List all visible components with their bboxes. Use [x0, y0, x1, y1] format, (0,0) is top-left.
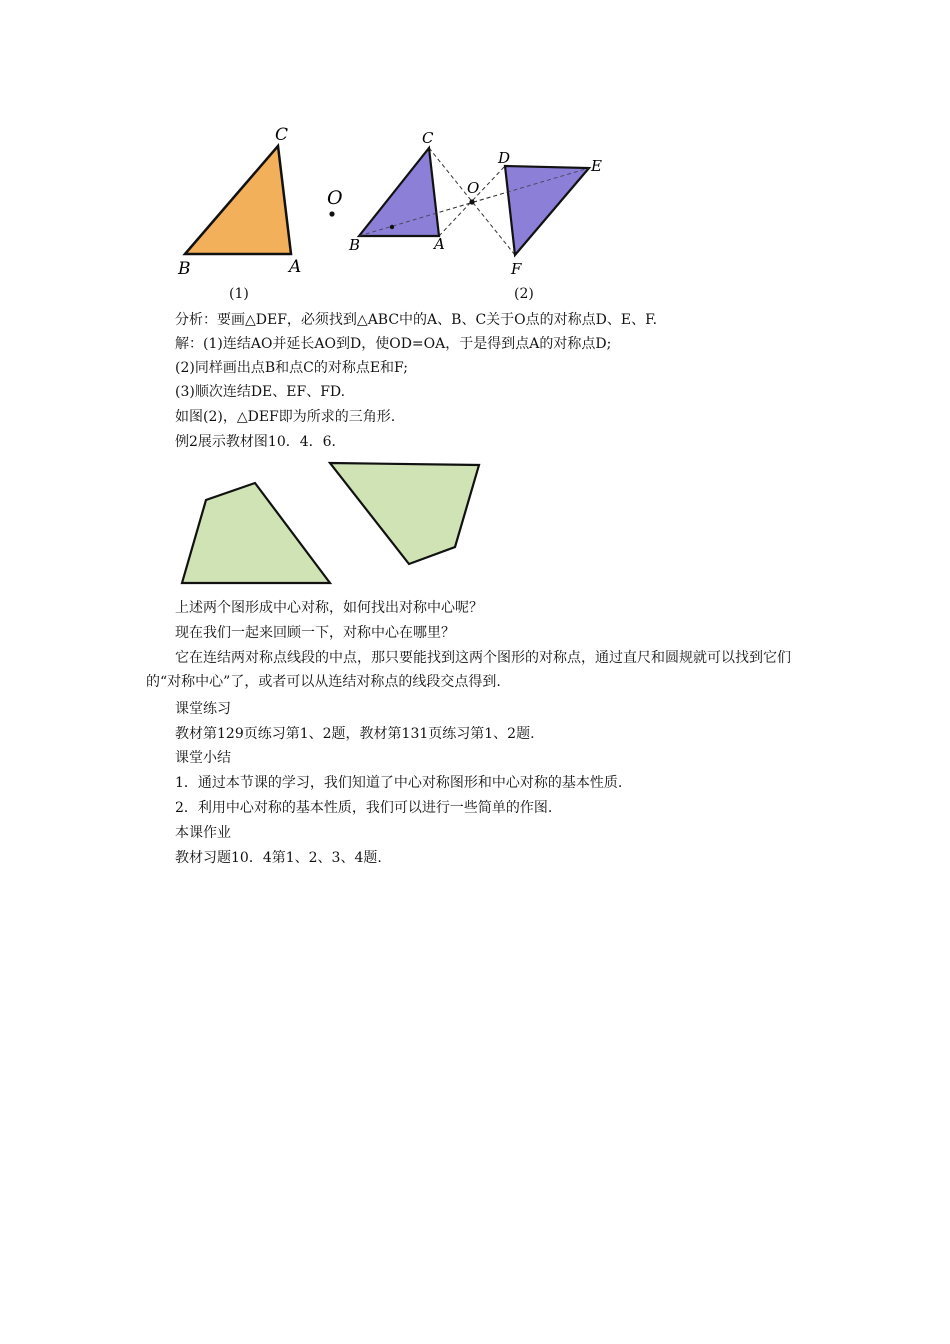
- solution-conclusion: 如图(2)，△DEF即为所求的三角形.: [175, 409, 396, 425]
- summary-heading: 课堂小结: [175, 750, 231, 766]
- solution-step-1: 解：(1)连结AO并延长AO到D，使OD=OA，于是得到点A的对称点D;: [175, 336, 612, 352]
- figure-2-central-symmetry-quadrilaterals: [175, 455, 490, 590]
- question-2: 现在我们一起来回顾一下，对称中心在哪里？: [175, 625, 455, 641]
- label-o-right: O: [467, 179, 480, 197]
- label-o-left: O: [327, 187, 343, 209]
- practice-text: 教材第129页练习第1、2题，教材第131页练习第1、2题.: [175, 726, 535, 742]
- label-a-left: A: [289, 257, 302, 277]
- summary-point-2: 2．利用中心对称的基本性质，我们可以进行一些简单的作图.: [175, 800, 553, 816]
- homework-heading: 本课作业: [175, 825, 231, 841]
- solution-step-3: (3)顺次连结DE、EF、FD.: [175, 384, 346, 400]
- figure-caption-1: (1): [229, 286, 249, 302]
- label-d-right: D: [498, 149, 511, 167]
- label-b-right: B: [349, 236, 361, 254]
- homework-text: 教材习题10．4第1、2、3、4题.: [175, 850, 382, 866]
- label-c-right: C: [422, 129, 434, 147]
- triangle-abc-purple: [359, 148, 439, 236]
- label-f-right: F: [511, 260, 522, 278]
- label-e-right: E: [591, 157, 602, 175]
- example-2-heading: 例2展示教材图10．4．6．: [175, 434, 346, 450]
- quadrilateral-right-green: [330, 463, 479, 564]
- label-a-right: A: [434, 235, 445, 253]
- triangle-abc-orange: [185, 146, 291, 254]
- figure-caption-2: (2): [514, 286, 534, 302]
- explanation-paragraph: 它在连结两对称点线段的中点，那只要能找到这两个图形的对称点，通过直尺和圆规就可以找到它们的“对称中心”了，或者可以从连结对称点的线段交点得到.: [146, 650, 791, 690]
- quadrilateral-left-green: [182, 483, 330, 583]
- question-1: 上述两个图形成中心对称，如何找出对称中心呢？: [175, 600, 483, 616]
- practice-heading: 课堂练习: [175, 701, 231, 717]
- point-o-right: [469, 199, 474, 204]
- triangle-def-purple: [505, 166, 589, 255]
- label-b-left: B: [178, 259, 191, 279]
- solution-step-2: (2)同样画出点B和点C的对称点E和F;: [175, 360, 408, 376]
- point-on-ab: [390, 225, 394, 229]
- point-o-left: [329, 211, 334, 216]
- label-c-left: C: [275, 125, 289, 145]
- summary-point-1: 1．通过本节课的学习，我们知道了中心对称图形和中心对称的基本性质.: [175, 775, 623, 791]
- analysis-text: 分析：要画△DEF，必须找到△ABC中的A、B、C关于O点的对称点D、E、F.: [175, 312, 658, 328]
- figure-1-symmetry-construction: [175, 118, 615, 288]
